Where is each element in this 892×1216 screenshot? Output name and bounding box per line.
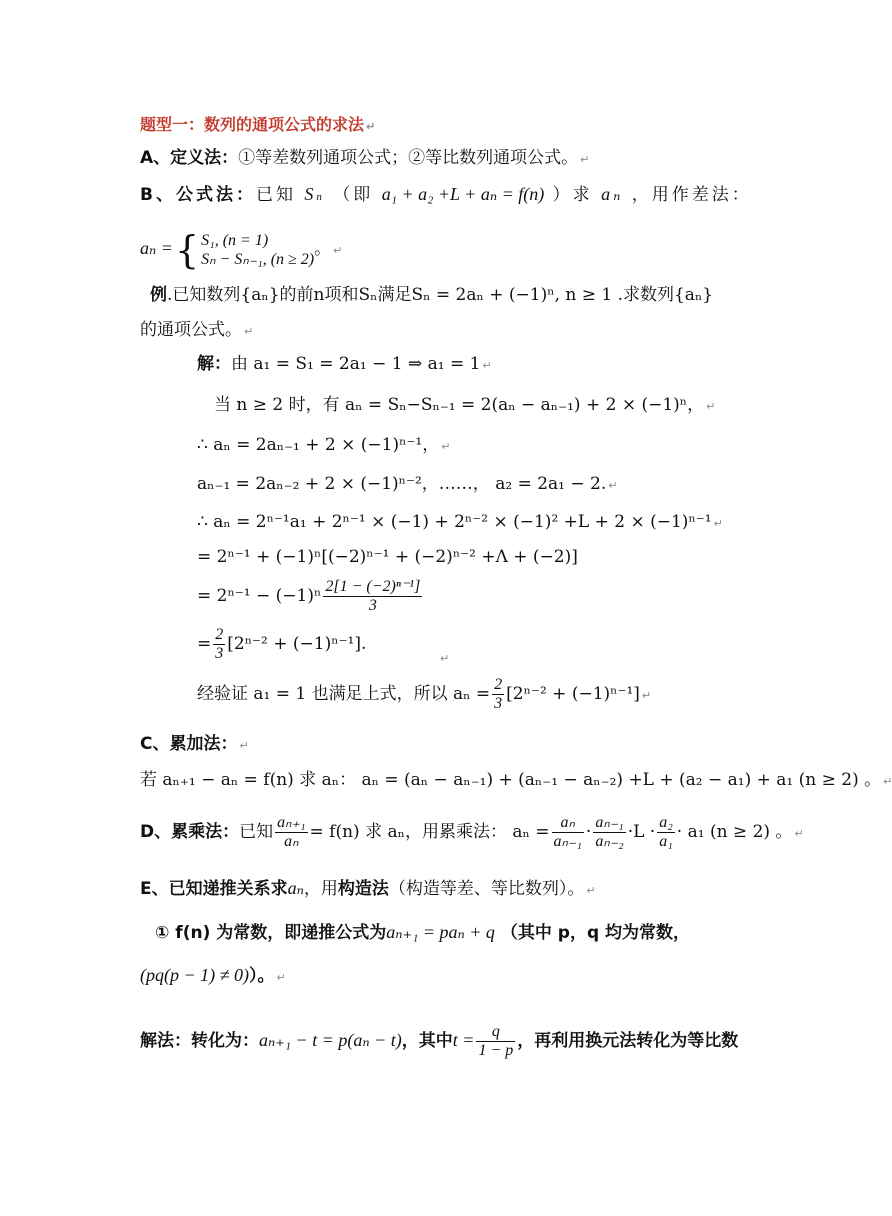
section-e-solution-clip	[0, 1020, 860, 1070]
solution-line2: 当 n ≥ 2 时，有 aₙ = Sₙ−Sₙ₋₁ = 2(aₙ − aₙ₋₁) + 2 × (−1)ⁿ， ↵	[214, 395, 716, 415]
section-d: D、累乘法：已知 $\frac{\text{aₙ₊₁}}{\text{aₙ}}$ = f(n) 求 aₙ，用累乘法： aₙ = $\frac{\text{aₙ}}{\text{aₙ₋₁}}$ · $\frac{\text{aₙ₋₁}}{\text{aₙ₋₂}}$ ·L · $\frac{\text{a₂}}{\text{a₁}}$ · a₁ (n ≥ 2) 。 ↵	[140, 814, 804, 850]
document-page: 题型一：数列的通项公式的求法 ↵ A、定义法：①等差数列通项公式；②等比数列通项公式。 ↵ B、公式法：已知 Sn （即 a₁ + a₂ +L + aₙ = f(n) ）求 aₙ ，用作差法： aₙ ={ S₁, (n = 1) Sₙ − Sₙ₋₁, (n ≥ 2) 。 ↵ 例.已知数列{aₙ}的前n项和Sₙ满足Sₙ = 2aₙ + (−1)ⁿ, n ≥ 1 .求数列{aₙ} 的通项公式。 ↵ 解：由 a₁ = S₁ = 2a₁ − 1 ⇒ a₁ = 1 ↵ 当 n ≥ 2 时，有 aₙ = Sₙ−Sₙ₋₁ = 2(aₙ − aₙ₋₁) + 2 × (−1)ⁿ， ↵ ∴ aₙ = 2aₙ₋₁ + 2 × (−1)ⁿ⁻¹， ↵ aₙ₋₁ = 2aₙ₋₂ + 2 × (−1)ⁿ⁻²，……， a₂ = 2a₁ − 2. ↵ ∴ aₙ = 2ⁿ⁻¹a₁ + 2ⁿ⁻¹ × (−1) + 2ⁿ⁻² × (−1)² +L + 2 × (−1)ⁿ⁻¹ ↵ = 2ⁿ⁻¹ + (−1)ⁿ[(−2)ⁿ⁻¹ + (−2)ⁿ⁻² +Λ + (−2)] = 2ⁿ⁻¹ − (−1)ⁿ $\frac{\text{2[1 − (−2)ⁿ⁻¹]}}{3}$ = $\frac{2}{3}$ [2ⁿ⁻² + (−1)ⁿ⁻¹]. ↵ 经验证 a₁ = 1 也满足上式，所以 aₙ = $\frac{2}{3}$ [2ⁿ⁻² + (−1)ⁿ⁻¹] ↵ C、累加法： ↵ 若 aₙ₊₁ − aₙ = f(n) 求 aₙ： aₙ = (aₙ − aₙ₋₁) + (aₙ₋₁ − aₙ₋₂) +L + (a₂ − a₁) + a₁ (n ≥ 2) 。 ↵ D、累乘法：已知 $\frac{\text{aₙ₊₁}}{\text{aₙ}}$ = f(n) 求 aₙ，用累乘法： aₙ = $\frac{\text{aₙ}}{\text{aₙ₋₁}}$ · $\frac{\text{aₙ₋₁}}{\text{aₙ₋₂}}$ ·L · $\frac{\text{a₂}}{\text{a₁}}$ · a₁ (n ≥ 2) 。 ↵ E、已知递推关系求aₙ，用构造法（构造等差、等比数列）。 ↵ ① f(n) 为常数，即递推公式为aₙ₊₁ = paₙ + q （其中 p，q 均为常数， (pq(p − 1) ≠ 0)）。 ↵ 解法：转化为：aₙ₊₁ − t = p(aₙ − t)，其中t = $\frac{q}{1 - p}$ ，再利用换元法转化为等比数	[0, 0, 860, 1216]
section-a-text: ①等差数列通项公式；②等比数列通项公式。	[238, 148, 579, 168]
solution-line7: = 2ⁿ⁻¹ − (−1)ⁿ $\frac{\text{2[1 − (−2)ⁿ⁻¹]}}{3}$	[197, 578, 421, 614]
section-c-formula: 若 aₙ₊₁ − aₙ = f(n) 求 aₙ： aₙ = (aₙ − aₙ₋₁) + (aₙ₋₁ − aₙ₋₂) +L + (a₂ − a₁) + a₁ (n ≥ 2) 。 ↵	[140, 770, 892, 790]
section-e-heading: E、已知递推关系求aₙ，用构造法（构造等差、等比数列）。 ↵	[140, 878, 596, 899]
example-line2: 的通项公式。 ↵	[140, 320, 254, 340]
example-line1: 例.已知数列{aₙ}的前n项和Sₙ满足Sₙ = 2aₙ + (−1)ⁿ, n ≥ 1 .求数列{aₙ}	[150, 285, 714, 305]
section-a-label: A、定义法：	[140, 148, 239, 168]
section-title: 题型一：数列的通项公式的求法 ↵	[140, 115, 376, 134]
section-b-line1: B、公式法：已知 Sn （即 a₁ + a₂ +L + aₙ = f(n) ）求 aₙ ，用作差法：	[140, 184, 752, 205]
section-c-heading: C、累加法： ↵	[140, 734, 249, 754]
section-e-item1: ① f(n) 为常数，即递推公式为aₙ₊₁ = paₙ + q （其中 p，q 均为常数，	[155, 922, 691, 943]
solution-line4: aₙ₋₁ = 2aₙ₋₂ + 2 × (−1)ⁿ⁻²，……， a₂ = 2a₁ − 2. ↵	[197, 474, 618, 494]
solution-line6: = 2ⁿ⁻¹ + (−1)ⁿ[(−2)ⁿ⁻¹ + (−2)ⁿ⁻² +Λ + (−2)]	[197, 547, 578, 567]
solution-line8: = $\frac{2}{3}$ [2ⁿ⁻² + (−1)ⁿ⁻¹].	[197, 626, 367, 662]
section-e-solution: 解法：转化为：aₙ₊₁ − t = p(aₙ − t)，其中t = $\frac{q}{1 - p}$ ，再利用换元法转化为等比数	[140, 1022, 739, 1059]
section-e-item1-cont: (pq(p − 1) ≠ 0)）。 ↵	[140, 965, 286, 986]
solution-line9: 经验证 a₁ = 1 也满足上式，所以 aₙ = $\frac{2}{3}$ [2ⁿ⁻² + (−1)ⁿ⁻¹] ↵	[197, 676, 652, 712]
solution-line5: ∴ aₙ = 2ⁿ⁻¹a₁ + 2ⁿ⁻¹ × (−1) + 2ⁿ⁻² × (−1)² +L + 2 × (−1)ⁿ⁻¹ ↵	[197, 512, 723, 532]
section-a: A、定义法：①等差数列通项公式；②等比数列通项公式。 ↵	[140, 148, 590, 168]
solution-line3: ∴ aₙ = 2aₙ₋₁ + 2 × (−1)ⁿ⁻¹， ↵	[197, 435, 451, 455]
section-b-cases: aₙ ={ S₁, (n = 1) Sₙ − Sₙ₋₁, (n ≥ 2) 。 ↵	[140, 227, 343, 272]
solution-line1: 解：由 a₁ = S₁ = 2a₁ − 1 ⇒ a₁ = 1 ↵	[197, 354, 492, 374]
